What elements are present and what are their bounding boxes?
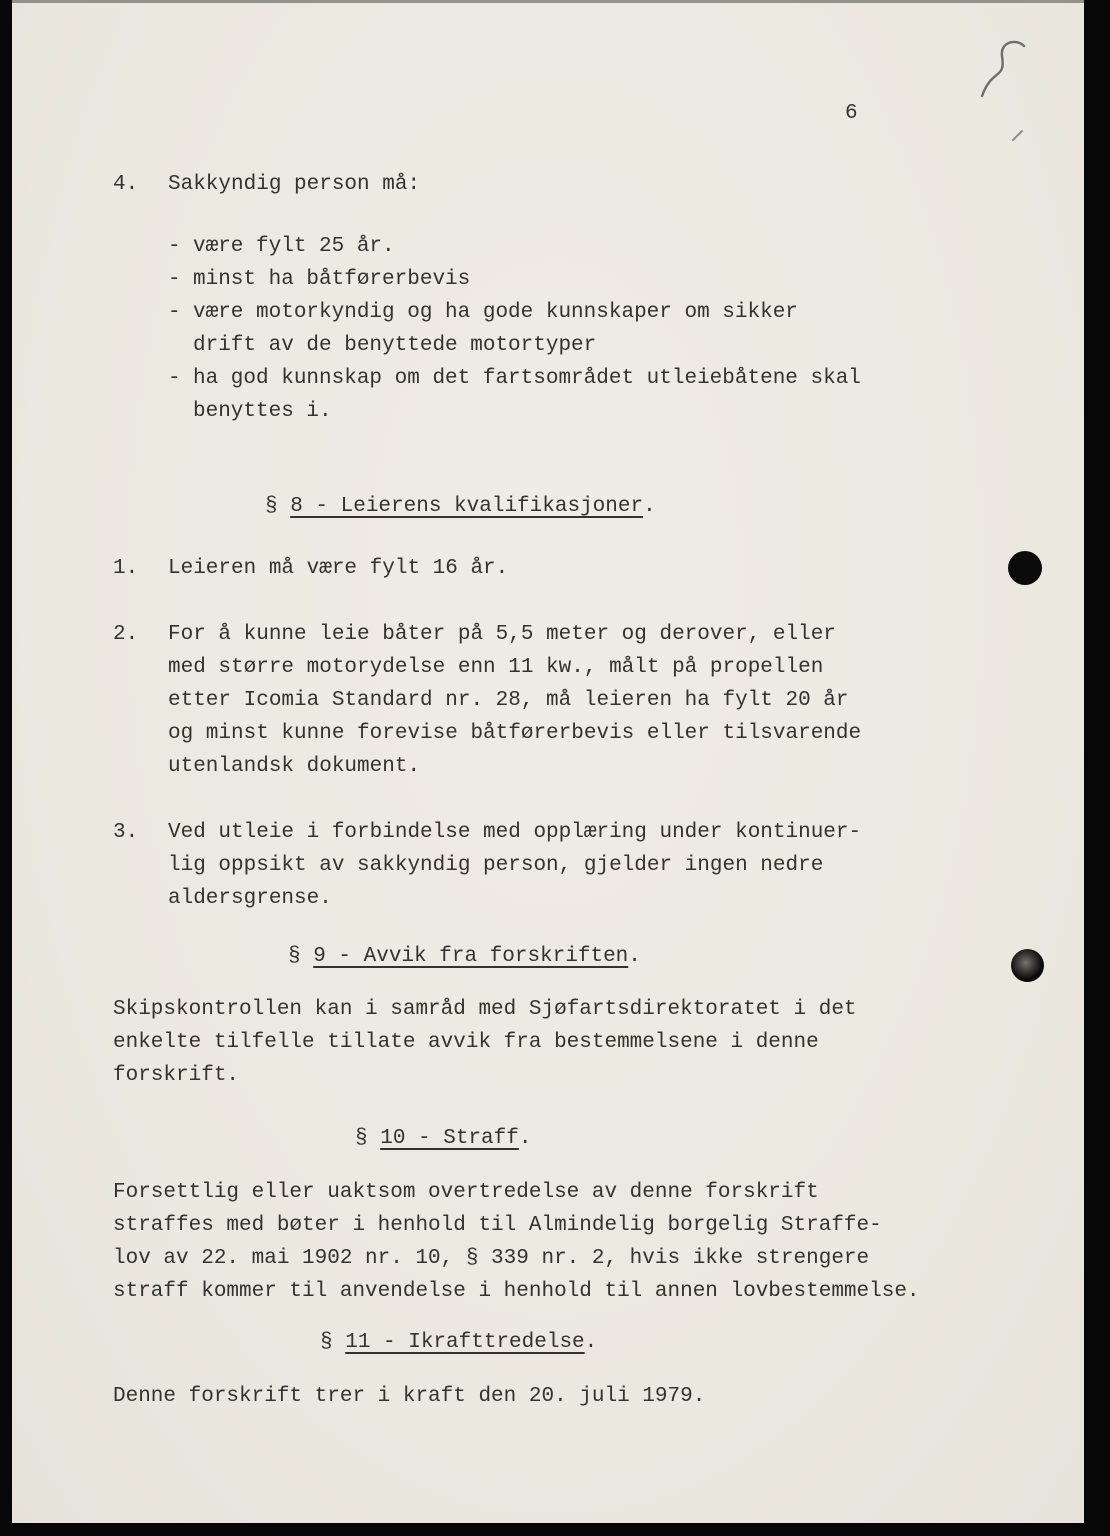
heading-text: 11 - Ikrafttredelse xyxy=(345,1331,585,1354)
bullet-item xyxy=(168,230,1003,263)
heading-prefix: § xyxy=(355,1127,381,1150)
section-9-heading xyxy=(288,940,1003,973)
text-line: etter Icomia Standard nr. 28, må leieren ha fylt 20 år xyxy=(168,689,849,712)
bullet-marker: - xyxy=(168,367,181,390)
scan-edge-bottom xyxy=(0,1523,1110,1536)
heading-suffix: . xyxy=(643,495,656,518)
text-line: Leieren må være fylt 16 år. xyxy=(168,557,509,580)
bullet-marker: - xyxy=(168,301,181,324)
heading-suffix: . xyxy=(628,945,641,968)
item-number: 1. xyxy=(113,557,139,580)
heading-prefix: § xyxy=(265,495,291,518)
text-line: enkelte tilfelle tillate avvik fra bestemmelsene i denne xyxy=(113,1031,819,1054)
bullet-marker: - xyxy=(168,235,181,258)
scan-edge-left xyxy=(0,0,12,1536)
list-item-3 xyxy=(113,816,1003,915)
punch-hole-top xyxy=(1008,551,1042,585)
text-line: straffes med bøter i henhold til Almindelig borgelig Straffe- xyxy=(113,1214,882,1237)
section-11-paragraph xyxy=(113,1380,1003,1413)
bullet-list xyxy=(168,230,1003,428)
item-text xyxy=(168,618,861,783)
bullet-text xyxy=(193,263,470,296)
text-line: Forsettlig eller uaktsom overtredelse av denne forskrift xyxy=(113,1181,819,1204)
text-line: være motorkyndig og ha gode kunnskaper om sikker xyxy=(193,301,798,324)
bullet-text xyxy=(193,362,861,428)
heading-suffix: . xyxy=(584,1331,598,1354)
heading-text: 8 - Leierens kvalifikasjoner xyxy=(290,495,644,518)
item-text xyxy=(168,816,861,915)
list-item-2 xyxy=(113,618,1003,783)
item-title: Sakkyndig person må: xyxy=(168,173,421,196)
text-line: med større motorydelse enn 11 kw., målt på propellen xyxy=(168,656,824,679)
bullet-item xyxy=(168,263,1003,296)
text-line: Skipskontrollen kan i samråd med Sjøfartsdirektoratet i det xyxy=(113,998,857,1021)
text-line: benyttes i. xyxy=(193,400,332,423)
bullet-text xyxy=(193,230,395,263)
text-line: Ved utleie i forbindelse med opplæring under kontinuer- xyxy=(168,821,862,844)
punch-hole-bottom xyxy=(1011,949,1044,982)
bullet-text xyxy=(193,296,798,362)
text-line: og minst kunne forevise båtførerbevis eller tilsvarende xyxy=(168,722,862,745)
bullet-marker: - xyxy=(168,268,181,291)
bullet-item xyxy=(168,296,1003,362)
item-number: 4. xyxy=(113,173,139,196)
heading-prefix: § xyxy=(288,945,314,968)
scan-edge-top xyxy=(0,0,1110,3)
list-item-1 xyxy=(113,552,1003,585)
text-line: straff kommer til anvendelse i henhold til annen lovbestemmelse. xyxy=(113,1280,920,1303)
text-line: lov av 22. mai 1902 nr. 10, § 339 nr. 2, hvis ikke strengere xyxy=(113,1247,870,1270)
text-line: ha god kunnskap om det fartsområdet utleiebåtene skal xyxy=(193,367,861,390)
text-line: utenlandsk dokument. xyxy=(168,755,421,778)
section-10-paragraph xyxy=(113,1176,1003,1308)
text-line: forskrift. xyxy=(113,1064,240,1087)
pen-tick-icon xyxy=(1010,128,1028,144)
pen-mark-icon xyxy=(972,32,1034,104)
scan-edge-right xyxy=(1084,0,1110,1536)
text-line: lig oppsikt av sakkyndig person, gjelder ingen nedre xyxy=(168,854,824,877)
heading-suffix: . xyxy=(518,1127,532,1150)
item-number: 3. xyxy=(113,821,139,844)
page-number: 6 xyxy=(845,102,858,125)
text-line: aldersgrense. xyxy=(168,887,332,910)
heading-text: 10 - Straff xyxy=(380,1127,519,1150)
heading-prefix: § xyxy=(320,1331,346,1354)
section-10-heading xyxy=(355,1122,1003,1155)
heading-text: 9 - Avvik fra forskriften xyxy=(313,945,629,968)
section-11-heading xyxy=(320,1326,1003,1359)
text-line: Denne forskrift trer i kraft den 20. juli 1979. xyxy=(113,1385,706,1408)
section-8-heading xyxy=(265,490,1003,523)
text-line: være fylt 25 år. xyxy=(193,235,395,258)
text-line: For å kunne leie båter på 5,5 meter og derover, eller xyxy=(168,623,836,646)
document-content xyxy=(113,168,1003,1413)
text-line: minst ha båtførerbevis xyxy=(193,268,471,291)
section-9-paragraph xyxy=(113,993,1003,1092)
bullet-item xyxy=(168,362,1003,428)
item-text xyxy=(168,552,508,585)
text-line: drift av de benyttede motortyper xyxy=(193,334,597,357)
list-item-4 xyxy=(113,168,1003,201)
item-number: 2. xyxy=(113,623,139,646)
